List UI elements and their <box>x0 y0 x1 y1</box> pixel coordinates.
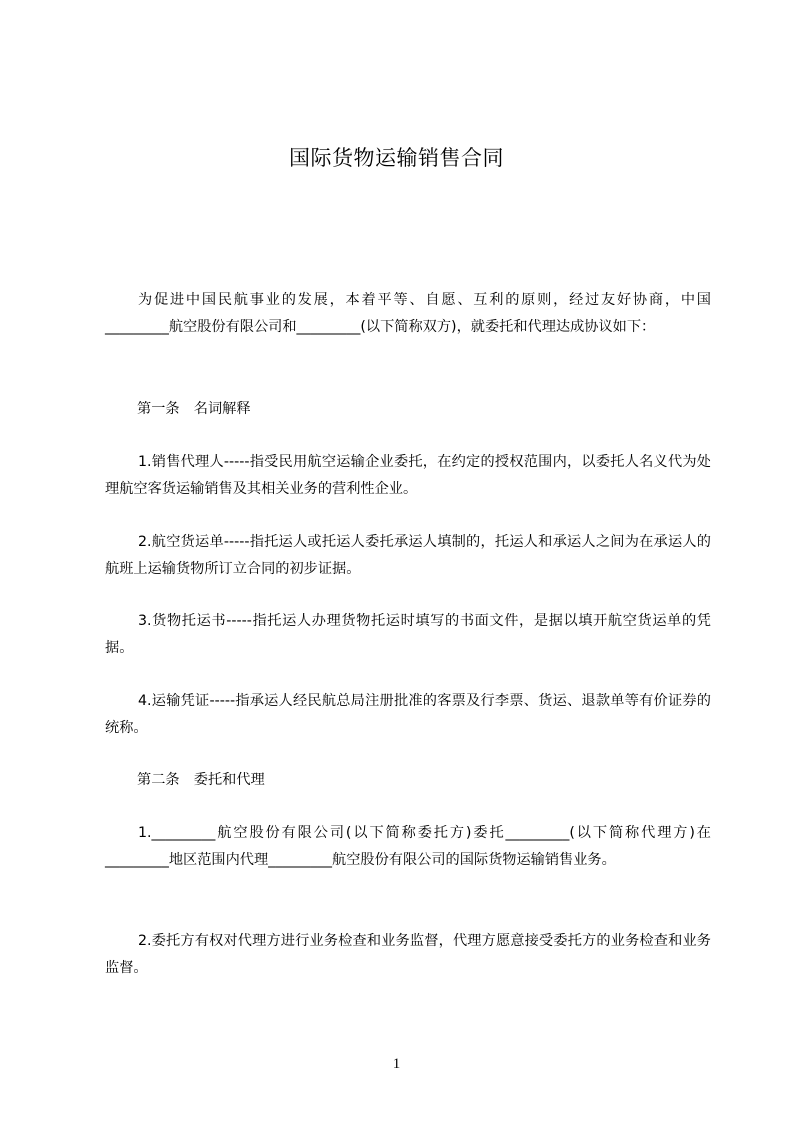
article-1-item-4: 4.运输凭证-----指承运人经民航总局注册批准的客票及行李票、货运、退款单等有价证券的统称。 <box>105 693 711 736</box>
article-2-item-1: 1._________航空股份有限公司(以下简称委托方)委托_________(以下简称代理方)在_________地区范围内代理_________航空股份有限公司的国际货物运输销售业务。 <box>105 825 711 868</box>
article-1-item-3: 3.货物托运书-----指托运人办理货物托运时填写的书面文件，是据以填开航空货运单的凭据。 <box>105 613 711 656</box>
article-1-item-1: 1.销售代理人-----指受民用航空运输企业委托，在约定的授权范围内，以委托人名义代为处理航空客货运输销售及其相关业务的营利性企业。 <box>105 454 711 497</box>
article-2-heading: 第二条 委托和代理 <box>137 772 265 788</box>
article-2-item-2: 2.委托方有权对代理方进行业务检查和业务监督，代理方愿意接受委托方的业务检查和业务监督。 <box>105 933 711 976</box>
page-number: 1 <box>392 1056 401 1072</box>
article-1-heading: 第一条 名词解释 <box>137 401 251 417</box>
article-1-item-2: 2.航空货运单-----指托运人或托运人委托承运人填制的，托运人和承运人之间为在承运人的航班上运输货物所订立合同的初步证据。 <box>105 534 711 577</box>
document-title: 国际货物运输销售合同 <box>289 146 504 170</box>
intro-paragraph: 为促进中国民航事业的发展，本着平等、自愿、互利的原则，经过友好协商，中国_________航空股份有限公司和_________(以下简称双方)，就委托和代理达成协议如下： <box>105 292 711 335</box>
